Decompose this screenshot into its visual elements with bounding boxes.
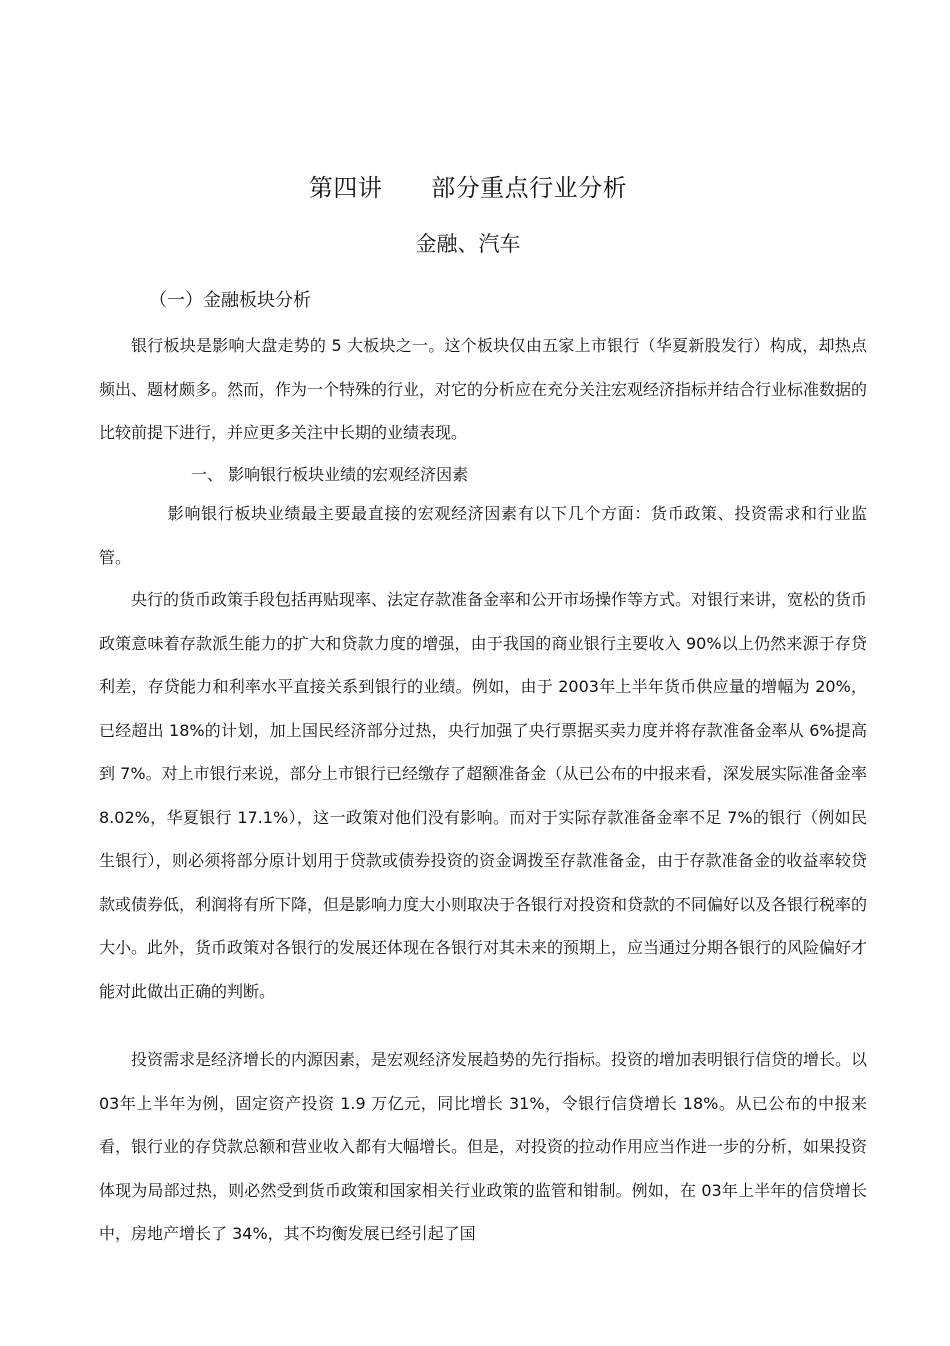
paragraph-investment-demand: 投资需求是经济增长的内源因素，是宏观经济发展趋势的先行指标。投资的增加表明银行信贷的增长。以 03年上半年为例，固定资产投资 1.9 万亿元，同比增长 31%，令银行信贷增长 18%。从已公布的中报来看，银行业的存贷款总额和营业收入都有大幅增长。但是，对投资的拉动作用应当作进一步的分析，如果投资体现为局部过热，则必然受到货币政策和国家相关行业政策的监管和钳制。例如，在 03年上半年的信贷增长中，房地产增长了 34%，其不均衡发展已经引起了国 <box>99 1050 868 1243</box>
paragraph-intro: 银行板块是影响大盘走势的 5 大板块之一。这个板块仅由五家上市银行（华夏新股发行）构成，却热点频出、题材颇多。然而，作为一个特殊的行业，对它的分析应在充分关注宏观经济指标并结合行业标准数据的比较前提下进行，并应更多关注中长期的业绩表现。 <box>99 336 868 442</box>
page-title: 第四讲 部分重点行业分析 <box>308 174 628 202</box>
paragraph-monetary-policy: 央行的货币政策手段包括再贴现率、法定存款准备金率和公开市场操作等方式。对银行来讲，宽松的货币政策意味着存款派生能力的扩大和贷款力度的增强，由于我国的商业银行主要收入 90%以上仍然来源于存贷利差，存贷能力和利率水平直接关系到银行的业绩。例如，由于 2003年上半年货币供应量的增幅为 20%，已经超出 18%的计划，加上国民经济部分过热，央行加强了央行票据买卖力度并将存款准备金率从 6%提高到 7%。对上市银行来说，部分上市银行已经缴存了超额准备金（从已公布的中报来看，深发展实际准备金率 8.02%，华夏银行 17.1%），这一政策对他们没有影响。而对于实际存款准备金率不足 7%的银行（例如民生银行），则必须将部分原计划用于贷款或债券投资的资金调拨至存款准备金，由于存款准备金的收益率较贷款或债券低，利润将有所下降，但是影响力度大小则取决于各银行对投资和贷款的不同偏好以及各银行税率的大小。此外，货币政策对各银行的发展还体现在各银行对其未来的预期上，应当通过分期各银行的风险偏好才能对此做出正确的判断。 <box>99 590 868 1001</box>
section-heading: （一）金融板块分析 <box>149 290 311 311</box>
paragraph-factors: 影响银行板块业绩最主要最直接的宏观经济因素有以下几个方面：货币政策、投资需求和行业监管。 <box>99 504 867 567</box>
page-subtitle: 金融、汽车 <box>415 232 521 256</box>
sub-heading-macro-factors: 一、 影响银行板块业绩的宏观经济因素 <box>191 465 469 484</box>
